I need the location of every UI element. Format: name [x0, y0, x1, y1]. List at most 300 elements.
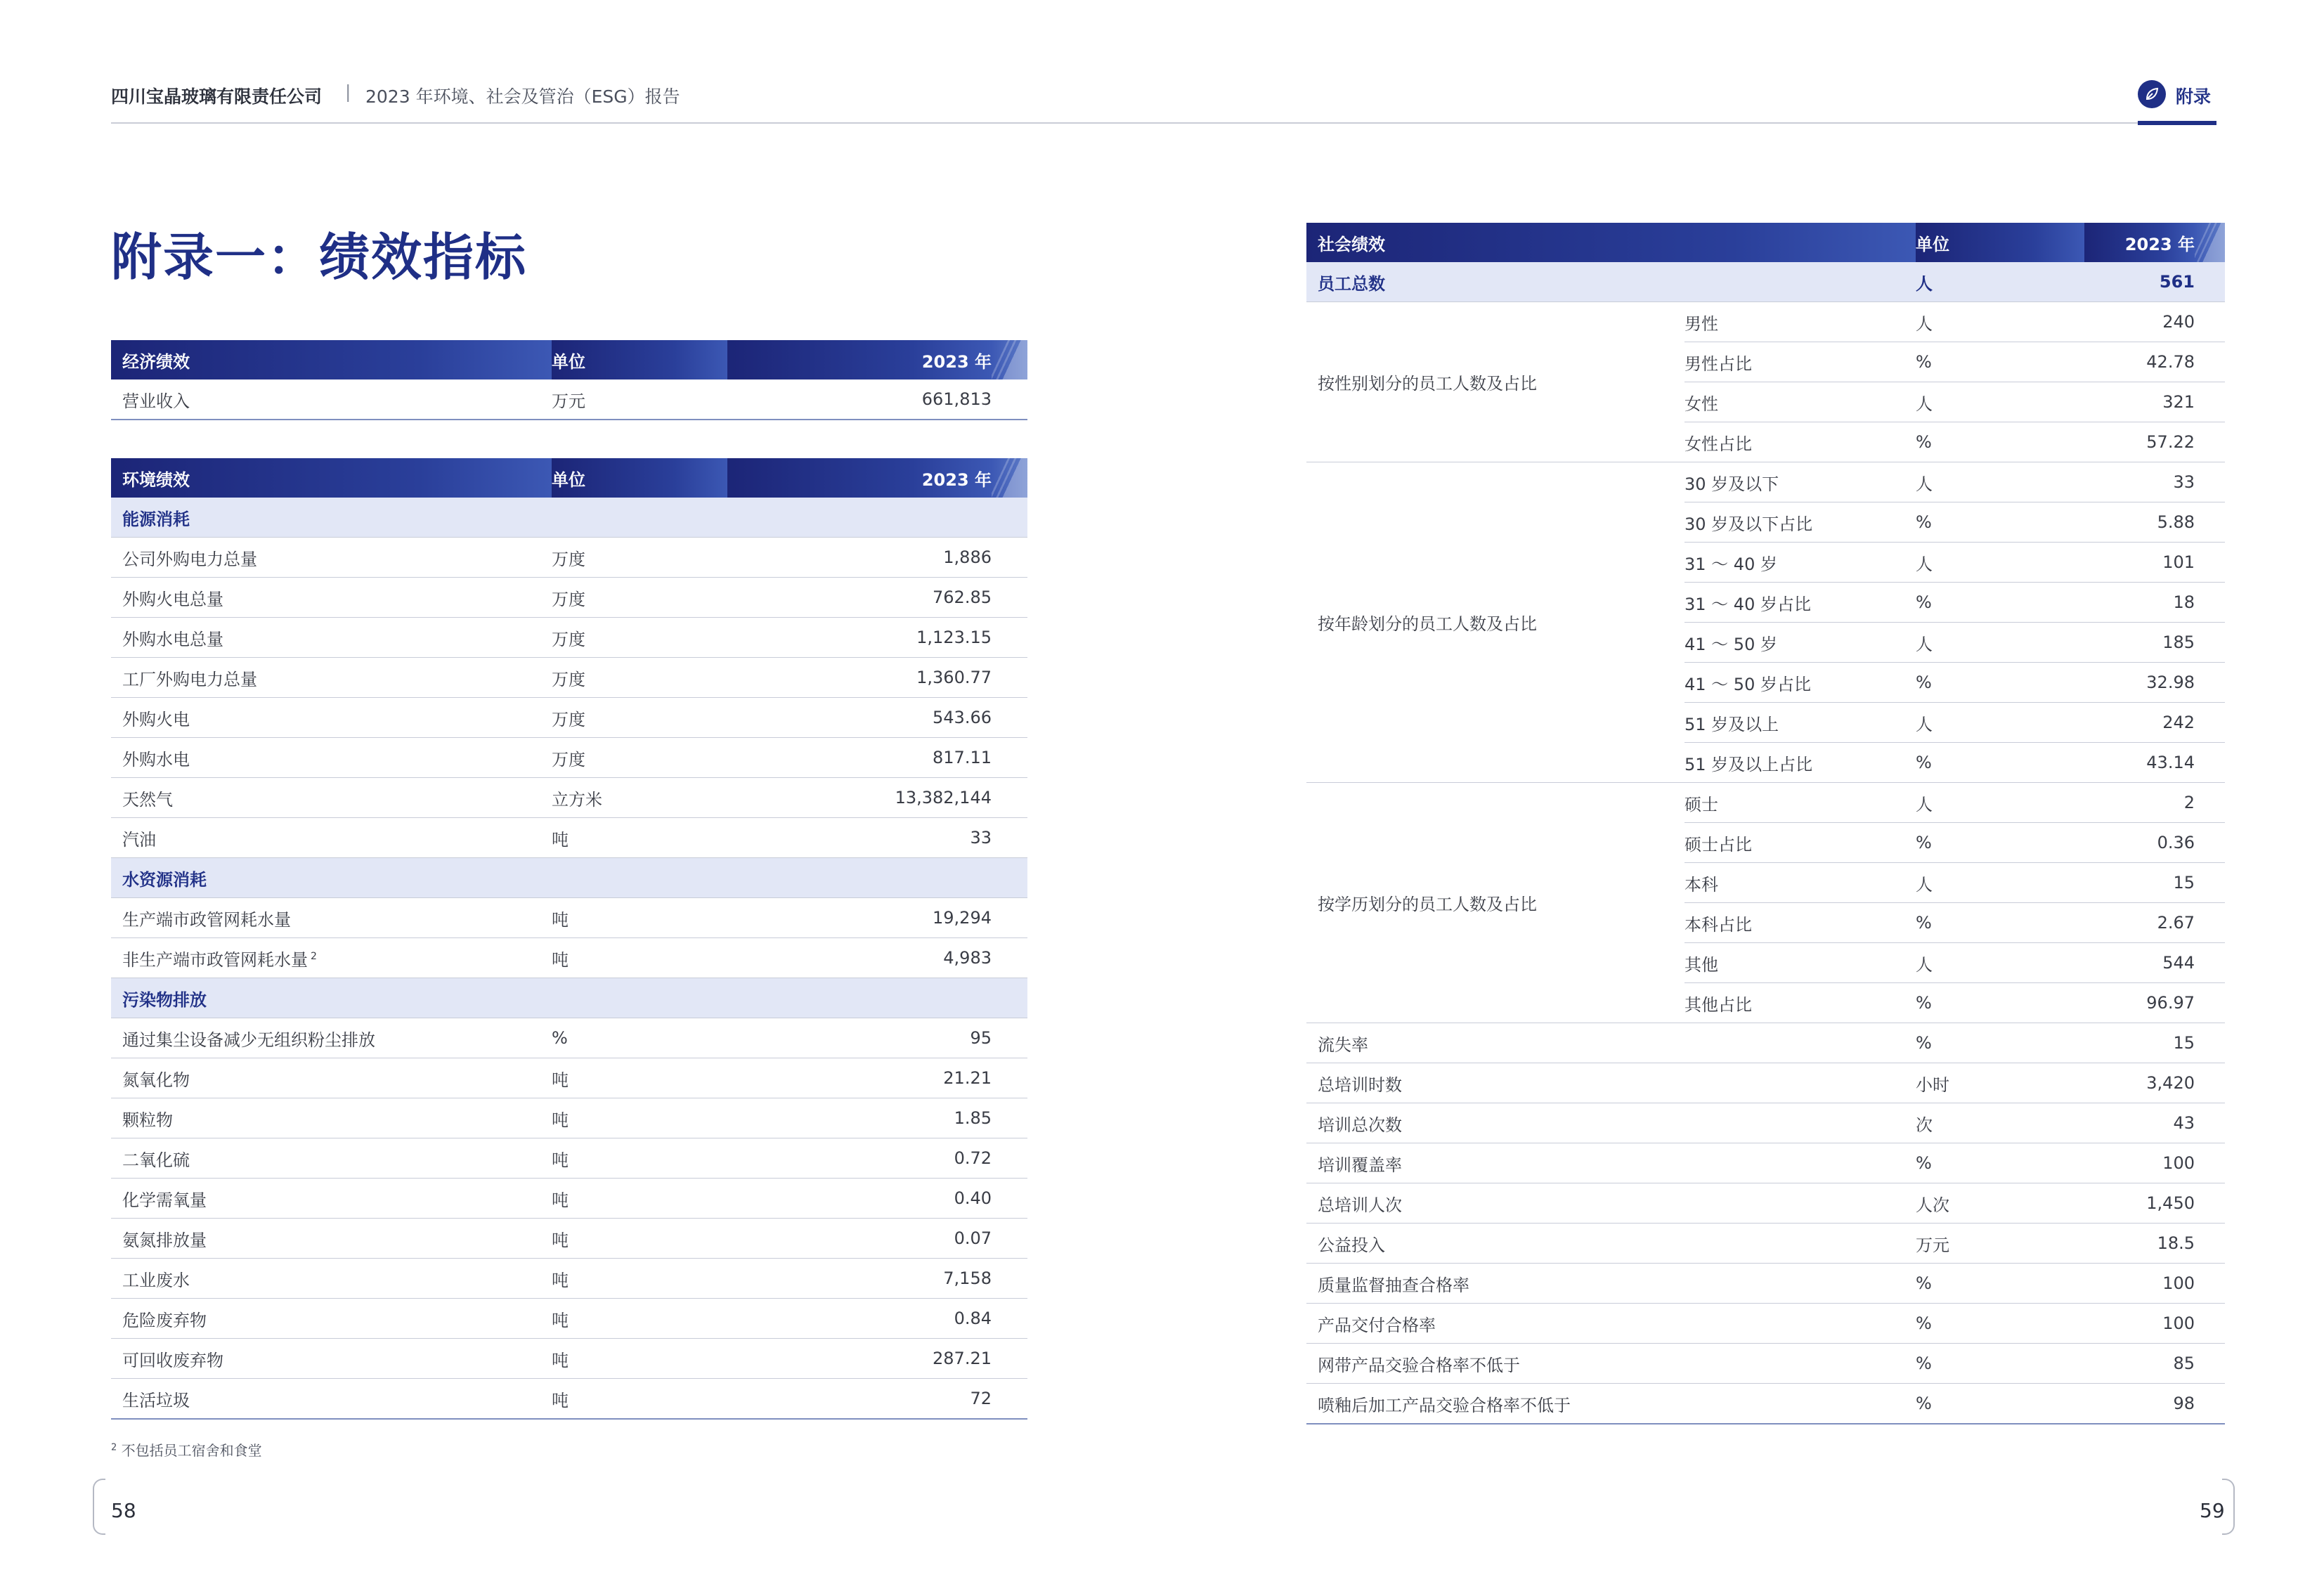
row-unit: 万元 [1916, 1224, 2084, 1264]
header-separator: | [345, 82, 351, 102]
row-unit: 吨 [552, 818, 727, 858]
row-value: 287.21 [727, 1339, 992, 1379]
row-value: 321 [2084, 382, 2195, 422]
row-label [111, 738, 552, 778]
row-unit: 吨 [552, 1259, 727, 1299]
row-spacer [992, 1259, 1027, 1299]
table-row [111, 1379, 1027, 1420]
footnote-text: 不包括员工宿舍和食堂 [121, 1442, 262, 1459]
row-label [111, 578, 552, 618]
row-value: 544 [2084, 943, 2195, 983]
row-value: 18.5 [2084, 1224, 2195, 1264]
row-spacer [2195, 502, 2225, 543]
row-label [111, 1299, 552, 1339]
row-unit: 吨 [552, 938, 727, 978]
row-spacer [992, 618, 1027, 658]
social-performance-table [1306, 223, 2225, 1425]
header-unit: 单位 [552, 340, 727, 379]
row-label: 质量监督抽查合格率 [1306, 1264, 1916, 1304]
table-row [1306, 1344, 2225, 1384]
row-value: 0.07 [727, 1219, 992, 1259]
table-row [111, 538, 1027, 578]
table-row [1306, 783, 2225, 823]
row-value: 1,886 [727, 538, 992, 578]
table-row [111, 1138, 1027, 1179]
row-unit: 万度 [552, 658, 727, 698]
row-spacer [992, 1379, 1027, 1420]
row-value: 1,450 [2084, 1183, 2195, 1224]
row-value: 0.40 [727, 1179, 992, 1219]
row-spacer [992, 938, 1027, 978]
row-unit: 万度 [552, 698, 727, 738]
footnote-reference: 2 [311, 950, 317, 962]
table-row [1306, 1224, 2225, 1264]
row-value: 240 [2084, 302, 2195, 342]
row-spacer [992, 818, 1027, 858]
row-unit: % [1916, 1143, 2084, 1183]
row-label: 喷釉后加工产品交验合格率不低于 [1306, 1384, 1916, 1425]
row-spacer [2195, 1143, 2225, 1183]
row-spacer [2195, 783, 2225, 823]
row-unit: 人 [1916, 382, 2084, 422]
row-value: 3,420 [2084, 1063, 2195, 1103]
row-value: 33 [2084, 462, 2195, 502]
company-name: 四川宝晶玻璃有限责任公司 [111, 86, 323, 107]
row-value: 543.66 [727, 698, 992, 738]
row-label: 培训覆盖率 [1306, 1143, 1916, 1183]
row-unit: % [1916, 342, 2084, 382]
row-spacer [2195, 1103, 2225, 1143]
economic-performance-table [111, 340, 1027, 420]
row-unit: % [1916, 983, 2084, 1023]
row-value: 100 [2084, 1304, 2195, 1344]
table-row [111, 938, 1027, 978]
row-label: 其他 [1684, 943, 1916, 983]
table-row [111, 618, 1027, 658]
row-unit: % [1916, 1344, 2084, 1384]
row-value: 43 [2084, 1103, 2195, 1143]
row-label: 女性 [1684, 382, 1916, 422]
row-value: 72 [727, 1379, 992, 1420]
row-unit: 人 [1916, 783, 2084, 823]
section-row [111, 978, 1027, 1018]
header-divider [111, 122, 2216, 124]
row-label: 男性占比 [1684, 342, 1916, 382]
row-label [111, 1179, 552, 1219]
row-value: 43.14 [2084, 743, 2195, 783]
row-spacer [2195, 422, 2225, 462]
row-label-text: 外购水电总量 [122, 629, 223, 649]
table-row [111, 658, 1027, 698]
row-label-text: 营业收入 [122, 391, 190, 411]
row-value: 1,360.77 [727, 658, 992, 698]
row-value: 33 [727, 818, 992, 858]
row-spacer [2195, 262, 2225, 302]
row-value: 13,382,144 [727, 778, 992, 818]
row-value: 19,294 [727, 898, 992, 938]
row-unit: % [552, 1018, 727, 1058]
row-label: 本科 [1684, 863, 1916, 903]
table-row [111, 1259, 1027, 1299]
row-unit: 小时 [1916, 1063, 2084, 1103]
row-value: 0.84 [727, 1299, 992, 1339]
row-spacer [2195, 943, 2225, 983]
row-spacer [992, 1098, 1027, 1138]
row-label-text: 非生产端市政管网耗水量 [122, 949, 308, 970]
table-header-row [111, 458, 1027, 498]
row-spacer [2195, 1264, 2225, 1304]
row-unit: % [1916, 1023, 2084, 1063]
header-category: 环境绩效 [111, 458, 552, 498]
row-value: 561 [2084, 262, 2195, 302]
row-label: 30 岁及以下 [1684, 462, 1916, 502]
row-label: 培训总次数 [1306, 1103, 1916, 1143]
row-label [111, 618, 552, 658]
row-value: 2.67 [2084, 903, 2195, 943]
page-header [111, 76, 2216, 125]
table-header-row [1306, 223, 2225, 262]
row-unit: 吨 [552, 1058, 727, 1098]
table-row [111, 1339, 1027, 1379]
table-row [111, 778, 1027, 818]
row-label-text: 生活垃圾 [122, 1390, 190, 1410]
page-number-left: 58 [111, 1499, 136, 1522]
row-label [111, 1098, 552, 1138]
row-value: 57.22 [2084, 422, 2195, 462]
table-row [111, 818, 1027, 858]
row-label: 产品交付合格率 [1306, 1304, 1916, 1344]
row-value: 1.85 [727, 1098, 992, 1138]
row-label [111, 1058, 552, 1098]
row-spacer [992, 658, 1027, 698]
row-label [111, 1379, 552, 1420]
row-unit: 万度 [552, 618, 727, 658]
row-label-text: 氮氧化物 [122, 1070, 190, 1090]
row-label-text: 汽油 [122, 829, 156, 850]
section-tab-label: 附录 [2176, 86, 2212, 107]
row-label [111, 538, 552, 578]
row-unit: 立方米 [552, 778, 727, 818]
row-value: 4,983 [727, 938, 992, 978]
table-row [1306, 1143, 2225, 1183]
row-label-text: 外购火电 [122, 709, 190, 729]
row-label: 41 ～ 50 岁 [1684, 623, 1916, 663]
page-number-right: 59 [2200, 1499, 2225, 1522]
row-value: 0.72 [727, 1138, 992, 1179]
row-spacer [2195, 703, 2225, 743]
table-row [1306, 1183, 2225, 1224]
page-title: 附录一：绩效指标 [111, 228, 528, 287]
header-year: 2023 年 [727, 458, 992, 498]
row-label-text: 可回收废弃物 [122, 1350, 223, 1370]
row-unit: 人 [1916, 863, 2084, 903]
row-unit: 万元 [552, 379, 727, 420]
row-unit: % [1916, 903, 2084, 943]
row-unit: 吨 [552, 1299, 727, 1339]
row-label-text: 外购水电 [122, 749, 190, 770]
row-value: 661,813 [727, 379, 992, 420]
table-row [1306, 1063, 2225, 1103]
row-label: 女性占比 [1684, 422, 1916, 462]
row-unit: 人 [1916, 943, 2084, 983]
row-spacer [2195, 1304, 2225, 1344]
row-label [111, 1219, 552, 1259]
row-label: 31 ～ 40 岁占比 [1684, 583, 1916, 623]
header-category: 经济绩效 [111, 340, 552, 379]
table-row [1306, 462, 2225, 502]
row-spacer [992, 1179, 1027, 1219]
row-spacer [2195, 623, 2225, 663]
row-value: 185 [2084, 623, 2195, 663]
row-unit: 吨 [552, 1219, 727, 1259]
row-spacer [2195, 663, 2225, 703]
table-row [111, 379, 1027, 420]
table-row [111, 898, 1027, 938]
table-row [1306, 1264, 2225, 1304]
row-unit: 人 [1916, 262, 2084, 302]
row-spacer [992, 1138, 1027, 1179]
row-unit: 人 [1916, 543, 2084, 583]
row-label [111, 778, 552, 818]
row-label-text: 生产端市政管网耗水量 [122, 909, 291, 930]
row-value: 21.21 [727, 1058, 992, 1098]
row-label [111, 898, 552, 938]
row-unit: 吨 [552, 1179, 727, 1219]
row-label: 本科占比 [1684, 903, 1916, 943]
row-label [111, 1138, 552, 1179]
row-value: 5.88 [2084, 502, 2195, 543]
row-label-text: 颗粒物 [122, 1110, 173, 1130]
row-value: 242 [2084, 703, 2195, 743]
row-spacer [2195, 543, 2225, 583]
row-spacer [992, 1339, 1027, 1379]
row-value: 101 [2084, 543, 2195, 583]
row-label: 51 岁及以上 [1684, 703, 1916, 743]
row-label-text: 公司外购电力总量 [122, 549, 257, 569]
row-spacer [992, 1018, 1027, 1058]
header-unit: 单位 [1916, 223, 2084, 262]
row-value: 95 [727, 1018, 992, 1058]
row-unit: 人 [1916, 703, 2084, 743]
row-label-text: 氨氮排放量 [122, 1230, 207, 1250]
row-label-text: 通过集尘设备减少无组织粉尘排放 [122, 1030, 375, 1050]
row-spacer [2195, 583, 2225, 623]
row-label: 总培训人次 [1306, 1183, 1916, 1224]
table-header-row [111, 340, 1027, 379]
row-value: 762.85 [727, 578, 992, 618]
footnote-mark: 2 [111, 1442, 117, 1453]
header-decoration [992, 340, 1027, 379]
row-label: 其他占比 [1684, 983, 1916, 1023]
row-spacer [2195, 983, 2225, 1023]
table-row [111, 578, 1027, 618]
row-unit: 次 [1916, 1103, 2084, 1143]
row-spacer [2195, 382, 2225, 422]
table-row [111, 1299, 1027, 1339]
header-year: 2023 年 [2084, 223, 2195, 262]
row-label [111, 818, 552, 858]
row-label: 公益投入 [1306, 1224, 1916, 1264]
row-unit: % [1916, 422, 2084, 462]
row-spacer [2195, 1384, 2225, 1425]
row-value: 0.36 [2084, 823, 2195, 863]
table-row [111, 1179, 1027, 1219]
section-title: 水资源消耗 [111, 858, 1027, 898]
header-year: 2023 年 [727, 340, 992, 379]
row-label: 网带产品交验合格率不低于 [1306, 1344, 1916, 1384]
row-spacer [2195, 743, 2225, 783]
row-value: 7,158 [727, 1259, 992, 1299]
row-label-text: 危险废弃物 [122, 1310, 207, 1330]
row-value: 85 [2084, 1344, 2195, 1384]
row-label: 31 ～ 40 岁 [1684, 543, 1916, 583]
row-spacer [2195, 903, 2225, 943]
row-spacer [992, 1299, 1027, 1339]
row-unit: % [1916, 1384, 2084, 1425]
row-spacer [2195, 1224, 2225, 1264]
row-label [111, 658, 552, 698]
row-value: 100 [2084, 1143, 2195, 1183]
row-unit: 吨 [552, 1339, 727, 1379]
row-unit: 吨 [552, 1138, 727, 1179]
row-value: 817.11 [727, 738, 992, 778]
group-label-age: 按年龄划分的员工人数及占比 [1306, 462, 1684, 783]
row-spacer [2195, 1063, 2225, 1103]
row-spacer [992, 1058, 1027, 1098]
section-tab-appendix[interactable] [2138, 76, 2216, 125]
row-value: 32.98 [2084, 663, 2195, 703]
row-unit: % [1916, 1264, 2084, 1304]
row-unit: 人次 [1916, 1183, 2084, 1224]
table-row [1306, 1384, 2225, 1425]
table-row [1306, 1023, 2225, 1063]
table-row [111, 698, 1027, 738]
row-label-text: 天然气 [122, 789, 173, 810]
row-value: 100 [2084, 1264, 2195, 1304]
row-spacer [992, 379, 1027, 420]
row-label-text: 工厂外购电力总量 [122, 669, 257, 689]
row-unit: 万度 [552, 538, 727, 578]
header-category: 社会绩效 [1306, 223, 1916, 262]
row-value: 18 [2084, 583, 2195, 623]
row-spacer [2195, 863, 2225, 903]
row-label-text: 化学需氧量 [122, 1190, 207, 1210]
row-unit: 吨 [552, 898, 727, 938]
row-spacer [2195, 342, 2225, 382]
header-decoration [2195, 223, 2225, 262]
row-label [111, 938, 552, 978]
row-label: 总培训时数 [1306, 1063, 1916, 1103]
row-spacer [992, 698, 1027, 738]
row-unit: % [1916, 663, 2084, 703]
section-title: 污染物排放 [111, 978, 1027, 1018]
row-label: 员工总数 [1306, 262, 1916, 302]
row-spacer [2195, 302, 2225, 342]
row-spacer [2195, 823, 2225, 863]
row-label [111, 1339, 552, 1379]
table-row [111, 1058, 1027, 1098]
row-label-text: 外购火电总量 [122, 589, 223, 609]
table-row [111, 1219, 1027, 1259]
row-label-text: 二氧化硫 [122, 1150, 190, 1170]
row-unit: % [1916, 1304, 2084, 1344]
row-label: 30 岁及以下占比 [1684, 502, 1916, 543]
row-value: 98 [2084, 1384, 2195, 1425]
total-employees-row [1306, 262, 2225, 302]
row-spacer [2195, 1023, 2225, 1063]
row-unit: % [1916, 583, 2084, 623]
row-spacer [2195, 1344, 2225, 1384]
row-unit: 吨 [552, 1098, 727, 1138]
row-spacer [2195, 1183, 2225, 1224]
row-label [111, 1259, 552, 1299]
leaf-icon [2138, 80, 2166, 108]
row-label-text: 工业废水 [122, 1270, 190, 1290]
row-unit: % [1916, 502, 2084, 543]
report-title: 2023 年环境、社会及管治（ESG）报告 [365, 86, 680, 107]
table-row [1306, 302, 2225, 342]
row-spacer [992, 578, 1027, 618]
section-title: 能源消耗 [111, 498, 1027, 538]
row-spacer [992, 538, 1027, 578]
table-row [111, 738, 1027, 778]
row-value: 1,123.15 [727, 618, 992, 658]
row-spacer [992, 898, 1027, 938]
row-unit: % [1916, 743, 2084, 783]
row-label [111, 698, 552, 738]
row-value: 2 [2084, 783, 2195, 823]
row-value: 15 [2084, 1023, 2195, 1063]
row-unit: 万度 [552, 578, 727, 618]
row-label: 硕士 [1684, 783, 1916, 823]
row-unit: 人 [1916, 302, 2084, 342]
table-row [1306, 1103, 2225, 1143]
section-row [111, 858, 1027, 898]
section-tab-underline [2138, 121, 2216, 125]
row-label [111, 1018, 552, 1058]
footnote [111, 1439, 262, 1460]
row-unit: 人 [1916, 623, 2084, 663]
row-spacer [992, 778, 1027, 818]
row-value: 42.78 [2084, 342, 2195, 382]
section-row [111, 498, 1027, 538]
page-number-bracket-left [93, 1479, 105, 1535]
row-unit: 万度 [552, 738, 727, 778]
row-label: 流失率 [1306, 1023, 1916, 1063]
group-label-education: 按学历划分的员工人数及占比 [1306, 783, 1684, 1023]
row-unit: 人 [1916, 462, 2084, 502]
environmental-performance-table [111, 458, 1027, 1420]
group-label-gender: 按性别划分的员工人数及占比 [1306, 302, 1684, 462]
row-label: 硕士占比 [1684, 823, 1916, 863]
header-unit: 单位 [552, 458, 727, 498]
header-decoration [992, 458, 1027, 498]
row-value: 96.97 [2084, 983, 2195, 1023]
table-row [111, 1098, 1027, 1138]
row-spacer [992, 1219, 1027, 1259]
table-row [111, 1018, 1027, 1058]
row-unit: % [1916, 823, 2084, 863]
row-label: 男性 [1684, 302, 1916, 342]
row-unit: 吨 [552, 1379, 727, 1420]
row-spacer [992, 738, 1027, 778]
row-value: 15 [2084, 863, 2195, 903]
row-label: 51 岁及以上占比 [1684, 743, 1916, 783]
row-label [111, 379, 552, 420]
row-label: 41 ～ 50 岁占比 [1684, 663, 1916, 703]
table-row [1306, 1304, 2225, 1344]
row-spacer [2195, 462, 2225, 502]
